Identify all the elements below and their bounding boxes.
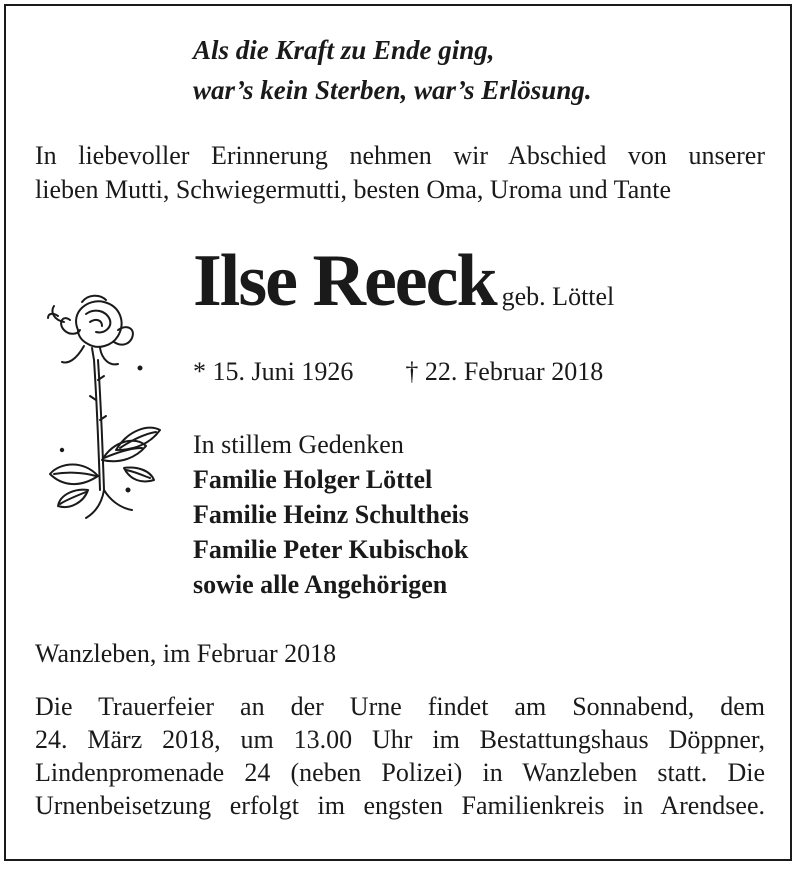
rose-icon [40,290,170,530]
mourner-family: Familie Holger Löttel [193,465,433,494]
service-line: Lindenpromenade 24 (neben Polizei) in Wanzleben statt. Die [35,758,765,787]
intro-line: In liebevoller Erinnerung nehmen wir Abschied von unserer [35,141,765,170]
place-and-date: Wanzleben, im Februar 2018 [35,639,337,668]
mourner-family: Familie Peter Kubischok [193,535,469,564]
birth-date: * 15. Juni 1926 [193,357,354,386]
intro-text [35,139,765,207]
funeral-service-info [35,690,765,822]
intro-line: lieben Mutti, Schwiegermutti, besten Oma, Uroma und Tante [35,175,672,204]
death-date: † 22. Februar 2018 [405,357,604,386]
mourner-family: Familie Heinz Schultheis [193,500,469,529]
deceased-name-row [193,241,614,321]
service-line: 24. März 2018, um 13.00 Uhr im Bestattungshaus Döppner, [35,725,765,754]
service-line: Urnenbeisetzung erfolgt im engsten Familienkreis in Arendsee. [35,791,765,820]
mourners-heading: In stillem Gedenken [193,430,404,459]
deceased-name: Ilse Reeck [193,240,496,322]
service-line: Die Trauerfeier an der Urne findet am Sonnabend, dem [35,692,765,721]
motto-verse [193,30,592,110]
motto-line: Als die Kraft zu Ende ging, [193,35,495,65]
mourners-list [193,427,469,602]
life-dates [193,355,603,389]
maiden-name: geb. Löttel [501,282,615,311]
motto-line: war’s kein Sterben, war’s Erlösung. [193,75,592,105]
mourner-family: sowie alle Angehörigen [193,570,448,599]
